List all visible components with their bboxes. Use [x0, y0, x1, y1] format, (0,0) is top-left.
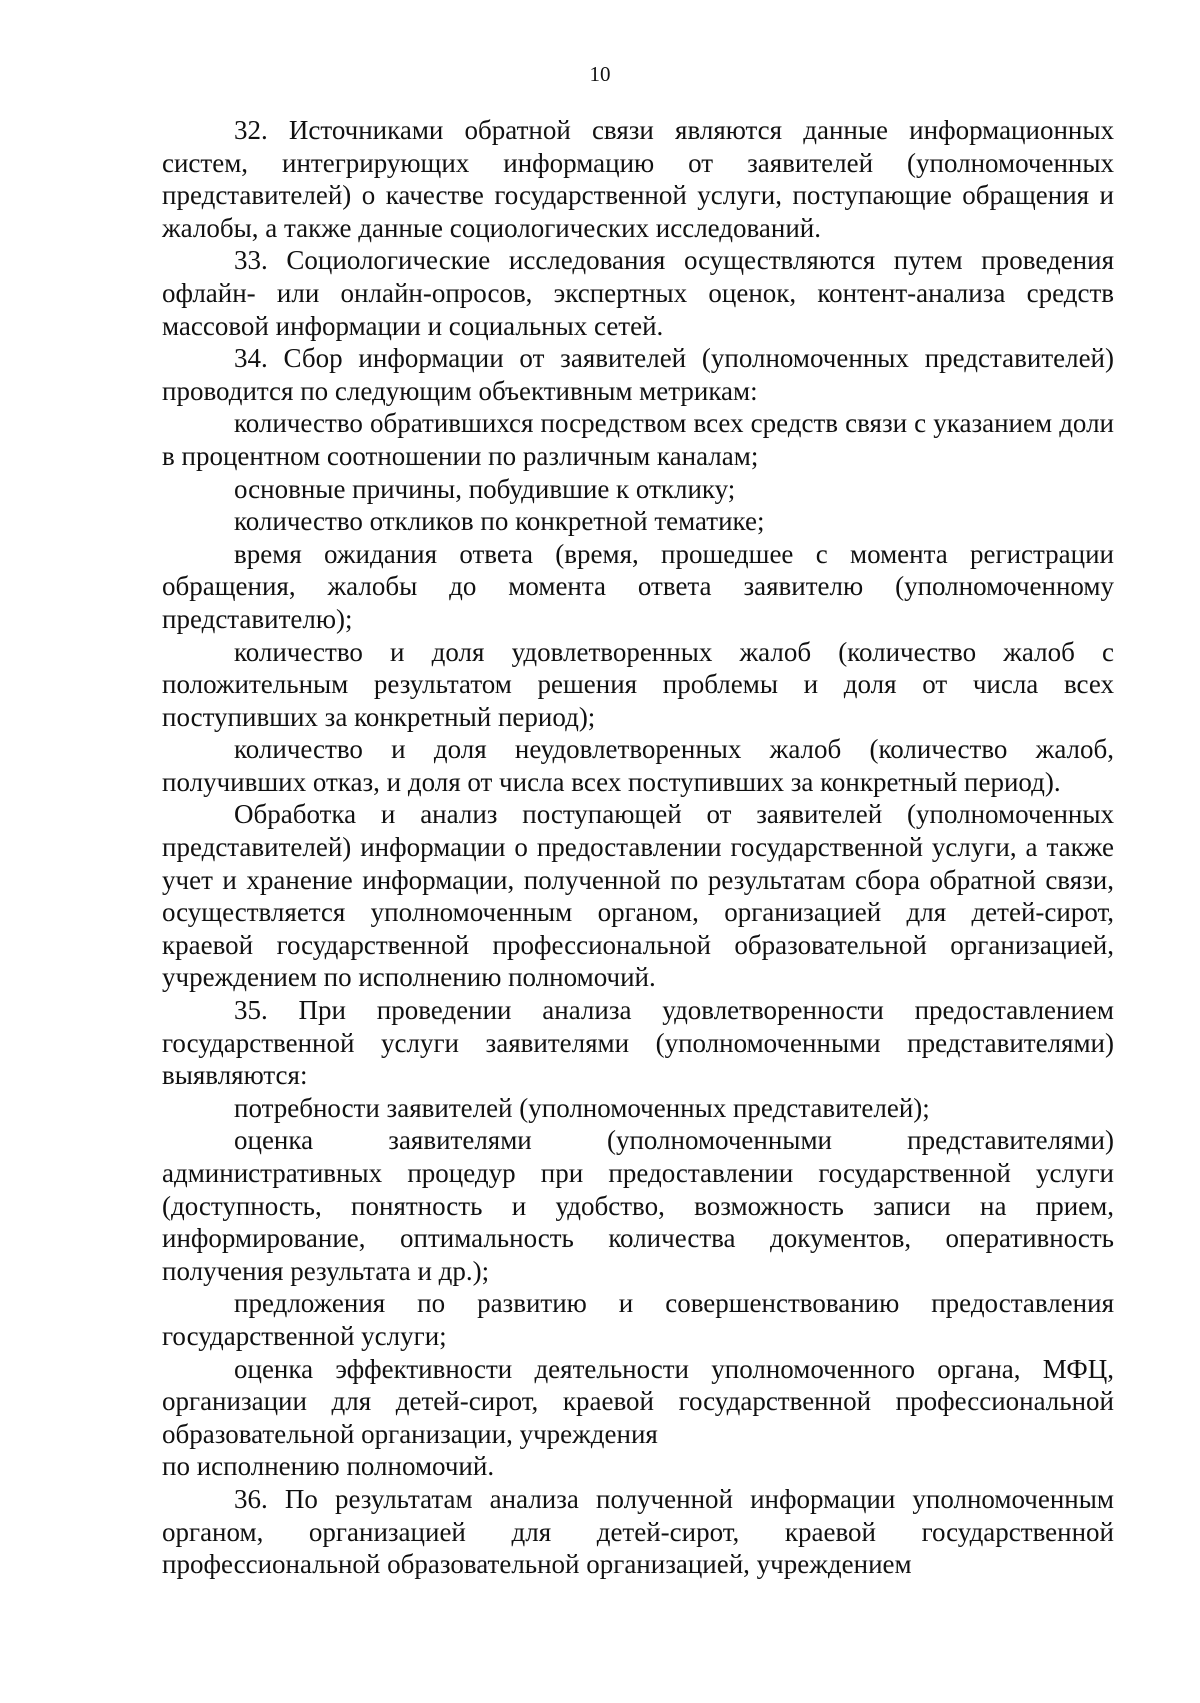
metric-item: основные причины, побудившие к отклику; — [234, 473, 736, 504]
paragraph-34: 34. Сбор информации от заявителей (уполномоченных представителей) проводится по следующим объективным метрикам: — [162, 343, 1114, 406]
analysis-item-continuation: по исполнению полномочий. — [162, 1451, 495, 1482]
processing-paragraph: Обработка и анализ поступающей от заявителей (уполномоченных представителей) информации о предоставлении государственной услуги, а также учет и хранение информации, полученной по результатам сбора обратной связи, осуществляется уполномоченным органом, организацией для детей-сирот, краевой государственной профессиональной образовательной организацией, учреждением по исполнению полномочий. — [162, 799, 1114, 993]
paragraph-33: 33. Социологические исследования осуществляются путем проведения офлайн- или онлайн-опросов, экспертных оценок, контент-анализа средств массовой информации и социальных сетей. — [162, 245, 1114, 341]
analysis-item: потребности заявителей (уполномоченных представителей); — [234, 1092, 930, 1123]
paragraph-35: 35. При проведении анализа удовлетворенности предоставлением государственной услуги заявителями (уполномоченными представителями) выявляются: — [162, 995, 1114, 1091]
analysis-item: предложения по развитию и совершенствованию предоставления государственной услуги; — [162, 1288, 1114, 1351]
paragraph-32: 32. Источниками обратной связи являются данные информационных систем, интегрирующих информацию от заявителей (уполномоченных представителей) о качестве государственной услуги, поступающие обращения и жалобы, а также данные социологических исследований. — [162, 115, 1114, 243]
metric-item: количество обратившихся посредством всех средств связи с указанием доли в процентном соотношении по различным каналам; — [162, 408, 1114, 471]
metric-item: количество откликов по конкретной тематике; — [234, 506, 765, 537]
page-number: 10 — [589, 62, 611, 86]
metric-item: количество и доля удовлетворенных жалоб (количество жалоб с положительным результатом решения проблемы и доля от числа всех поступивших за конкретный период); — [162, 636, 1114, 732]
metric-item: количество и доля неудовлетворенных жалоб (количество жалоб, получивших отказ, и доля от числа всех поступивших за конкретный период). — [162, 734, 1114, 797]
paragraph-36: 36. По результатам анализа полученной информации уполномоченным органом, организацией для детей-сирот, краевой государственной профессиональной образовательной организацией, учреждением — [162, 1483, 1114, 1580]
analysis-item: оценка заявителями (уполномоченными представителями) административных процедур при предоставлении государственной услуги (доступность, понятность и удобство, возможность записи на прием, информирование, оптимальность количества документов, оперативность получения результата и др.); — [162, 1125, 1114, 1286]
document-body — [162, 114, 1114, 1581]
metric-item: время ожидания ответа (время, прошедшее с момента регистрации обращения, жалобы до момента ответа заявителю (уполномоченному представителю); — [162, 538, 1114, 634]
analysis-item: оценка эффективности деятельности уполномоченного органа, МФЦ, организации для детей-сирот, краевой государственной профессиональной образовательной организации, учреждения — [162, 1353, 1114, 1449]
